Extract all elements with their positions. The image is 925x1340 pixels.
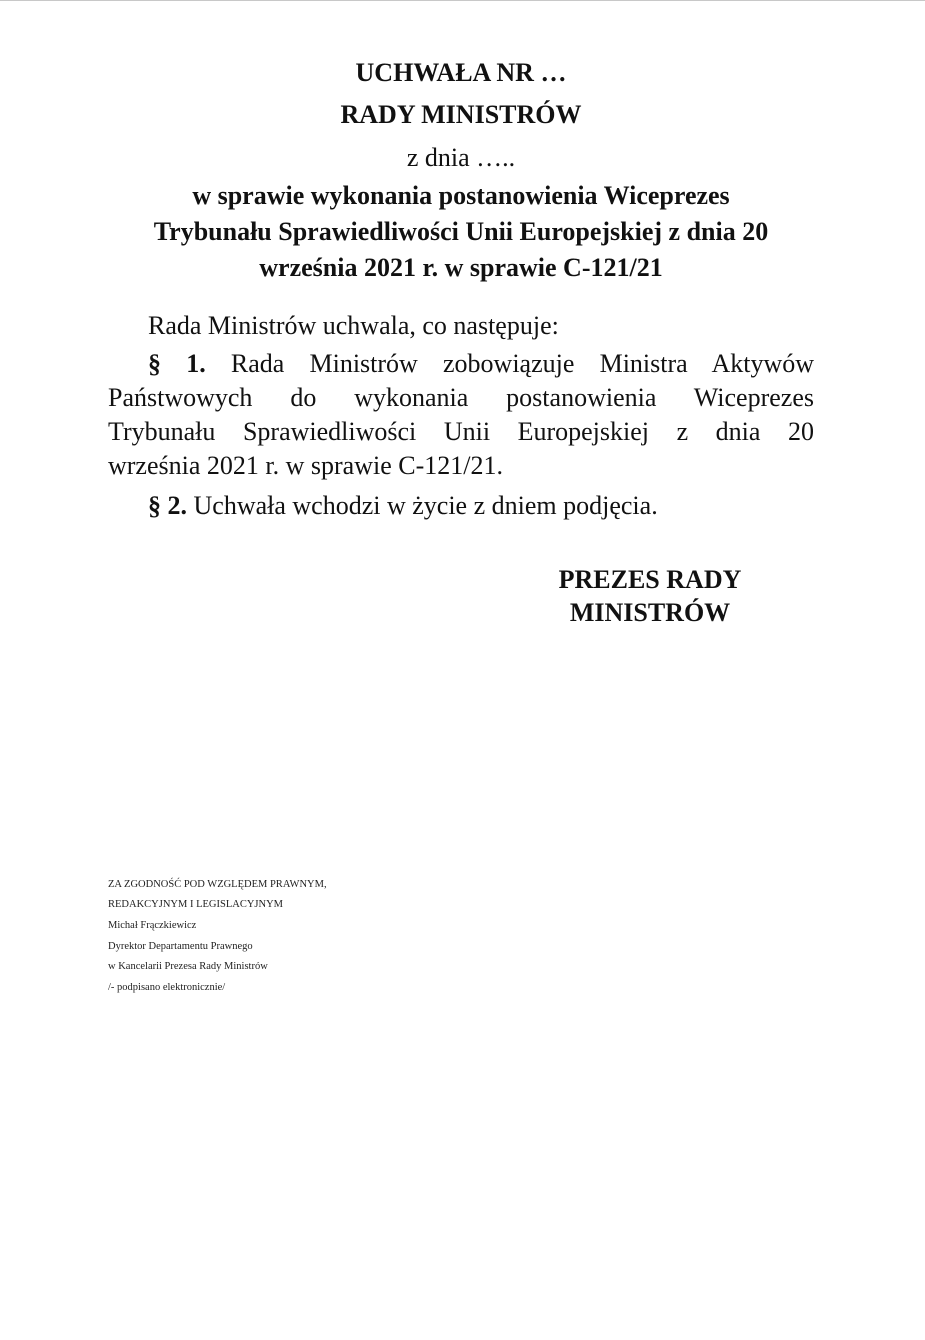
legal-note-line: Dyrektor Departamentu Prawnego	[108, 941, 253, 952]
paragraph-2-mark: § 2.	[148, 491, 187, 520]
paragraph-1	[108, 347, 814, 483]
paragraph-1-mark: § 1.	[148, 349, 206, 378]
subject-line: w sprawie wykonania postanowienia Wiceprezes	[192, 181, 730, 210]
legal-note-line: /- podpisano elektronicznie/	[108, 982, 226, 993]
paragraph-1-line: Państwowych do wykonania postanowienia Wiceprezes	[108, 383, 814, 412]
legal-note-line: Michał Frączkiewicz	[108, 920, 197, 931]
page-top-border	[0, 0, 925, 1]
legal-note-line: w Kancelarii Prezesa Rady Ministrów	[108, 961, 268, 972]
paragraph-1-text: Rada Ministrów zobowiązuje Ministra Aktywów	[230, 349, 814, 378]
paragraph-1-line: września 2021 r. w sprawie C-121/21.	[108, 451, 503, 480]
resolution-title: UCHWAŁA NR …	[355, 58, 567, 87]
subject-line: września 2021 r. w sprawie C-121/21	[259, 253, 663, 282]
subject-line: Trybunału Sprawiedliwości Unii Europejskiej z dnia 20	[153, 217, 769, 246]
paragraph-2-text: Uchwała wchodzi w życie z dniem podjęcia.	[193, 491, 658, 520]
paragraph-1-line	[108, 347, 814, 381]
intro-text: Rada Ministrów uchwala, co następuje:	[148, 311, 559, 340]
date-line: z dnia …..	[406, 143, 516, 172]
paragraph-1-line: Trybunału Sprawiedliwości Unii Europejskiej z dnia 20	[108, 417, 814, 446]
legal-note-line: REDAKCYJNYM I LEGISLACYJNYM	[108, 899, 284, 910]
issuer-heading: RADY MINISTRÓW	[340, 100, 582, 129]
legal-note-line: ZA ZGODNOŚĆ POD WZGLĘDEM PRAWNYM,	[108, 879, 327, 890]
paragraph-2	[148, 489, 658, 523]
signature-line: PREZES RADY	[558, 565, 742, 594]
signature-line: MINISTRÓW	[569, 598, 731, 627]
